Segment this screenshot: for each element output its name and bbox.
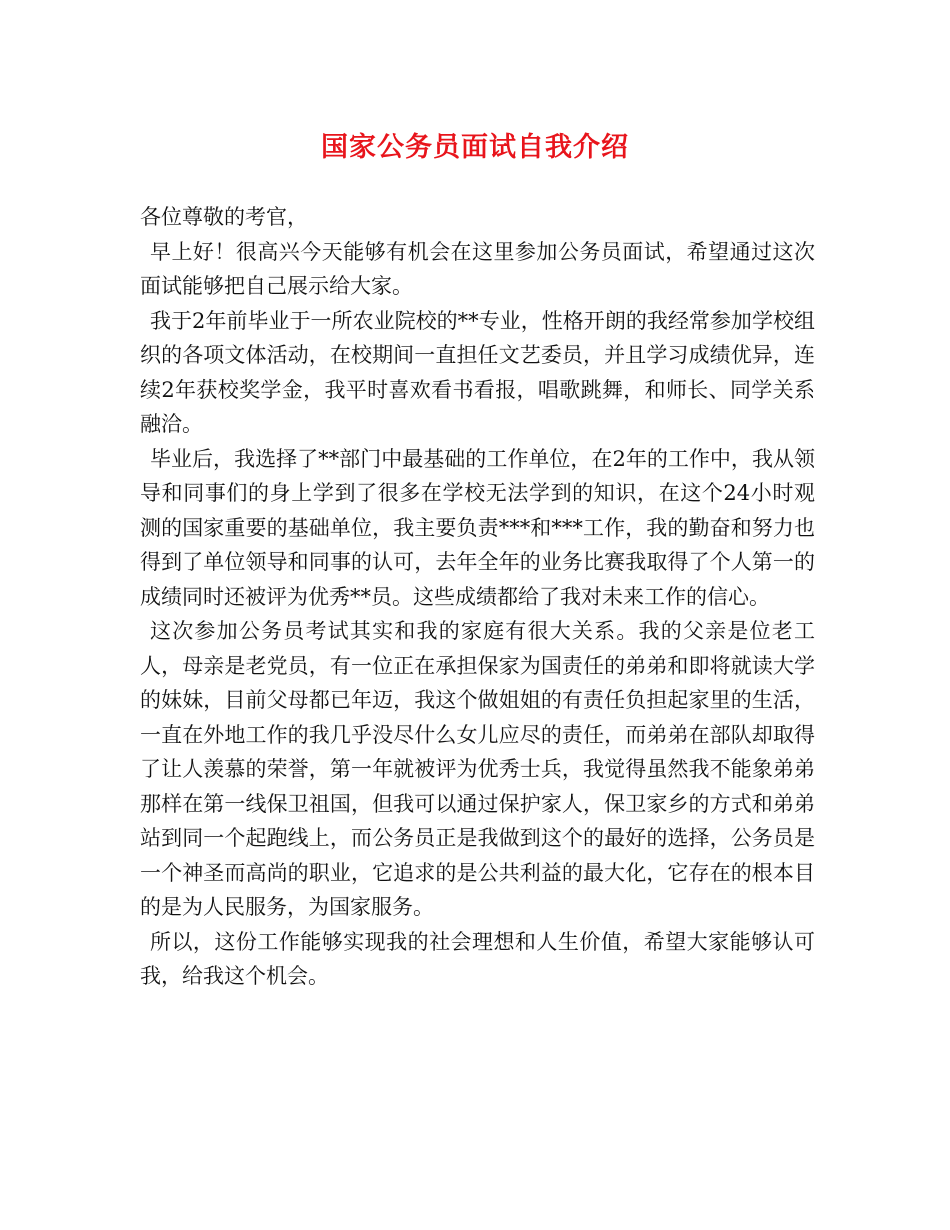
work-experience-paragraph: 毕业后，我选择了**部门中最基础的工作单位，在2年的工作中，我从领导和同事们的身上学到了很多在学校无法学到的知识，在这个24小时观测的国家重要的基础单位，我主要负责***和***工作，我的勤奋和努力也得到了单位领导和同事的认可，去年全年的业务比赛我取得了个人第一的成绩同时还被评为优秀**员。这些成绩都给了我对未来工作的信心。 [140, 446, 815, 609]
education-paragraph: 我于2年前毕业于一所农业院校的**专业，性格开朗的我经常参加学校组织的各项文体活动，在校期间一直担任文艺委员，并且学习成绩优异，连续2年获校奖学金，我平时喜欢看书看报，唱歌跳舞，和师长、同学关系融洽。 [140, 308, 815, 436]
closing-paragraph: 所以，这份工作能够实现我的社会理想和人生价值，希望大家能够认可我，给我这个机会。 [140, 929, 815, 988]
greeting-paragraph: 早上好！很高兴今天能够有机会在这里参加公务员面试，希望通过这次面试能够把自己展示给大家。 [140, 239, 815, 298]
document-title: 国家公务员面试自我介绍 [321, 132, 629, 163]
document-body [140, 200, 815, 994]
salutation-paragraph: 各位尊敬的考官， [140, 205, 308, 229]
family-motivation-paragraph: 这次参加公务员考试其实和我的家庭有很大关系。我的父亲是位老工人，母亲是老党员，有一位正在承担保家为国责任的弟弟和即将就读大学的妹妹，目前父母都已年迈，我这个做姐姐的有责任负担起家里的生活，一直在外地工作的我几乎没尽什么女儿应尽的责任，而弟弟在部队却取得了让人羡慕的荣誉，第一年就被评为优秀士兵，我觉得虽然我不能象弟弟那样在第一线保卫祖国，但我可以通过保护家人，保卫家乡的方式和弟弟站到同一个起跑线上，而公务员正是我做到这个的最好的选择，公务员是一个神圣而高尚的职业，它追求的是公共利益的最大化，它存在的根本目的是为人民服务，为国家服务。 [140, 619, 815, 919]
